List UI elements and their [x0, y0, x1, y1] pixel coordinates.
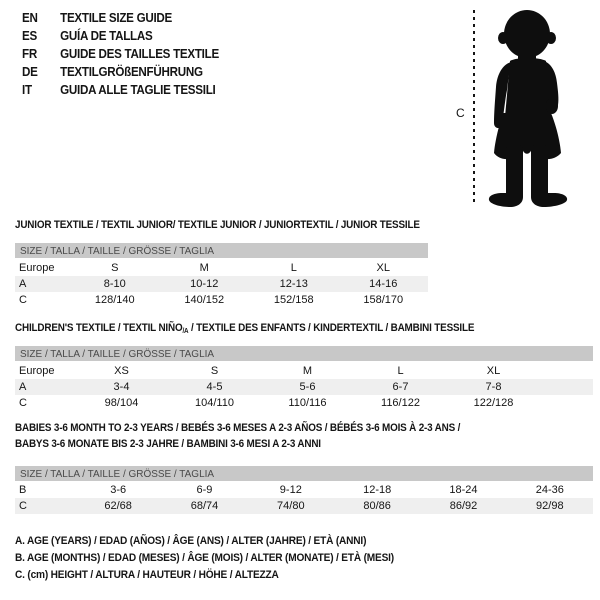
babies-size-table [15, 482, 593, 514]
language-row-es [22, 27, 219, 45]
children-size-header-band [15, 346, 593, 361]
size-cell: XS [114, 365, 129, 377]
language-label: TEXTILE SIZE GUIDE [60, 11, 173, 25]
value-cell: 10-12 [190, 278, 219, 290]
value-cell: 68/74 [190, 500, 219, 512]
value-cell: 122/128 [473, 397, 514, 409]
filler-cell [540, 395, 593, 411]
language-row-en [22, 9, 219, 27]
value-cell: 74/80 [277, 500, 305, 512]
table-row-height [15, 292, 428, 308]
row-label-cell: B [19, 484, 27, 496]
title-text: / TEXTILE DES ENFANTS / KINDERTEXTIL / BAMBINI TESSILE [188, 322, 475, 334]
table-row-age [15, 379, 593, 395]
footnote-age-months: B. AGE (MONTHS) / EDAD (MESES) / ÂGE (MOIS) / ALTER (MONATE) / ETÀ (MESI) [15, 552, 394, 564]
junior-size-table [15, 260, 428, 308]
language-code: DE [22, 65, 38, 79]
value-cell: 98/104 [104, 397, 139, 409]
value-cell: 152/158 [273, 294, 314, 306]
children-table-title [15, 320, 474, 340]
language-label: TEXTILGRÖßENFÜHRUNG [60, 65, 203, 79]
value-cell: 3-4 [113, 381, 130, 393]
size-cell: S [210, 365, 219, 377]
language-list [22, 9, 234, 99]
language-code: FR [22, 47, 37, 61]
value-cell: 6-7 [392, 381, 409, 393]
footnote-age-years: A. AGE (YEARS) / EDAD (AÑOS) / ÂGE (ANS) / ALTER (JAHRE) / ETÀ (ANNI) [15, 535, 367, 547]
babies-size-header-band [15, 466, 593, 481]
size-cell: XL [376, 262, 390, 274]
value-cell: 5-6 [299, 381, 316, 393]
table-row-europe [15, 363, 593, 379]
value-cell: 140/152 [184, 294, 225, 306]
value-cell: 9-12 [279, 484, 302, 496]
row-label-cell: A [19, 381, 27, 393]
size-header-label: SIZE / TALLA / TAILLE / GRÖSSE / TAGLIA [20, 347, 215, 360]
babies-title-line2: BABYS 3-6 MONATE BIS 2-3 JAHRE / BAMBINI 3-6 MESI A 2-3 ANNI [15, 438, 321, 450]
row-label-cell: C [19, 294, 27, 306]
row-label-cell: A [19, 278, 27, 290]
value-cell: 24-36 [535, 484, 564, 496]
value-cell: 104/110 [195, 397, 234, 409]
row-label-cell: Europe [19, 262, 55, 274]
size-cell: L [290, 262, 297, 274]
babies-table-title [15, 420, 460, 452]
row-label-cell: C [19, 500, 27, 512]
size-cell: M [302, 365, 313, 377]
footnote-legend [15, 533, 427, 584]
table-row-age [15, 276, 428, 292]
filler-cell [540, 363, 593, 379]
size-header-label: SIZE / TALLA / TAILLE / GRÖSSE / TAGLIA [20, 467, 215, 480]
value-cell: 80/86 [363, 500, 391, 512]
value-cell: 110/116 [288, 397, 327, 409]
height-measure-label: C [456, 106, 465, 120]
row-label-cell: C [19, 397, 27, 409]
value-cell: 4-5 [206, 381, 223, 393]
junior-table-title: JUNIOR TEXTILE / TEXTIL JUNIOR/ TEXTILE JUNIOR / JUNIORTEXTIL / JUNIOR TESSILE [15, 219, 420, 231]
value-cell: 6-9 [196, 484, 213, 496]
value-cell: 18-24 [449, 484, 478, 496]
language-row-de [22, 63, 219, 81]
language-code: IT [22, 83, 32, 97]
value-cell: 7-8 [485, 381, 502, 393]
value-cell: 12-13 [279, 278, 308, 290]
value-cell: 128/140 [94, 294, 135, 306]
value-cell: 8-10 [103, 278, 126, 290]
babies-title-line1: BABIES 3-6 MONTH TO 2-3 YEARS / BEBÉS 3-6 MESES A 2-3 AÑOS / BÉBÉS 3-6 MOIS À 2-3 ANS / [15, 422, 461, 434]
value-cell: 158/170 [363, 294, 404, 306]
language-row-fr [22, 45, 219, 63]
baby-toddler-silhouette-icon [482, 7, 574, 208]
size-header-label: SIZE / TALLA / TAILLE / GRÖSSE / TAGLIA [20, 244, 215, 257]
table-row-europe [15, 260, 428, 276]
title-subscript: /A [182, 328, 189, 335]
value-cell: 92/98 [536, 500, 564, 512]
junior-size-header-band [15, 243, 428, 258]
children-size-table [15, 363, 593, 411]
table-row-height [15, 395, 593, 411]
value-cell: 116/122 [381, 397, 420, 409]
value-cell: 62/68 [104, 500, 132, 512]
filler-cell [540, 379, 593, 395]
table-row-height [15, 498, 593, 514]
language-label: GUIDE DES TAILLES TEXTILE [60, 47, 219, 61]
language-code: ES [22, 29, 37, 43]
table-row-months [15, 482, 593, 498]
language-label: GUÍA DE TALLAS [60, 29, 153, 43]
size-cell: M [199, 262, 209, 274]
row-label-cell: Europe [19, 365, 55, 377]
size-cell: L [397, 365, 404, 377]
size-cell: XL [486, 365, 501, 377]
height-dashed-line [473, 10, 475, 206]
value-cell: 12-18 [363, 484, 392, 496]
value-cell: 14-16 [369, 278, 398, 290]
title-text: CHILDREN'S TEXTILE / TEXTIL NIÑO [15, 322, 183, 334]
size-cell: S [111, 262, 119, 274]
value-cell: 86/92 [449, 500, 478, 512]
footnote-height: C. (cm) HEIGHT / ALTURA / HAUTEUR / HÖHE / ALTEZZA [15, 569, 279, 581]
language-row-it [22, 81, 219, 99]
language-code: EN [22, 11, 38, 25]
value-cell: 3-6 [110, 484, 127, 496]
language-label: GUIDA ALLE TAGLIE TESSILI [60, 83, 216, 97]
